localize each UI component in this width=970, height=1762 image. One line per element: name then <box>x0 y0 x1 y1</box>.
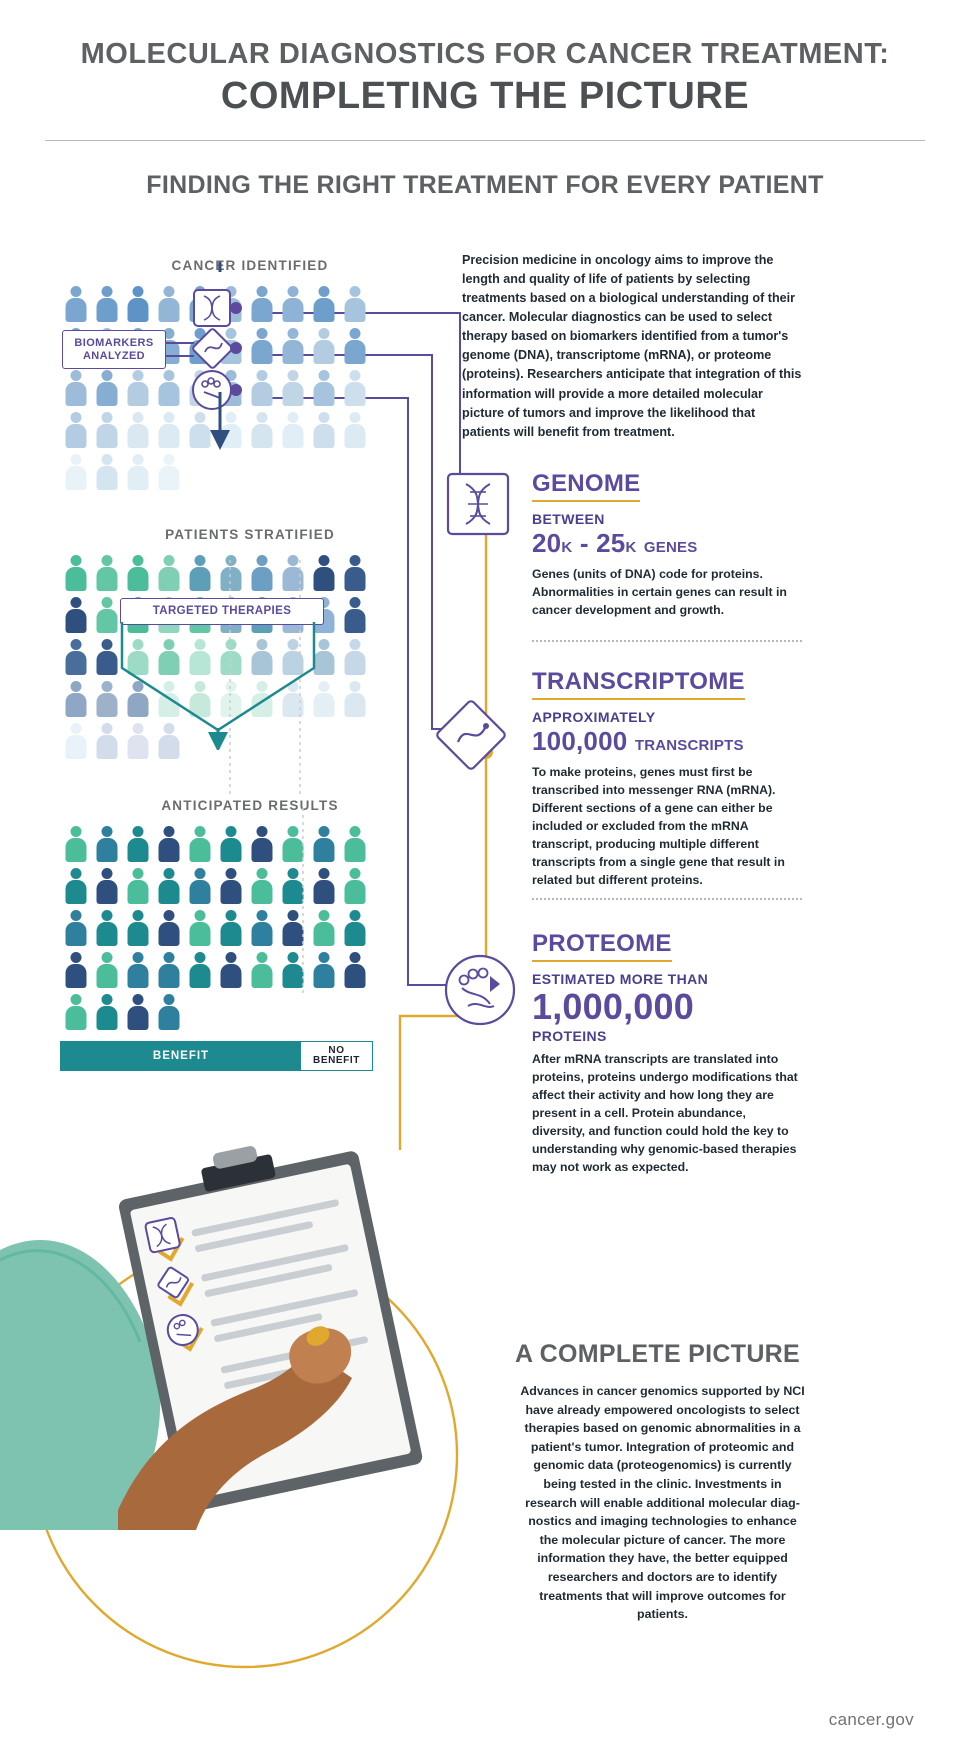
person-figure <box>309 283 338 325</box>
omic-proteome <box>532 930 802 1176</box>
no-benefit-segment <box>301 1042 372 1070</box>
proteome-suffix: PROTEINS <box>532 1027 607 1044</box>
proteome-body: After mRNA transcripts are translated into proteins, proteins undergo modifications that affect their activity and how long they are present in a cell. Protein abundance, diversity, and function could hold the key to understanding why genomic-based therapies may not work as expected. <box>532 1051 798 1174</box>
proteome-icon-box <box>438 948 522 1032</box>
genome-value-suffix: GENES <box>643 539 698 556</box>
person-figure <box>61 283 90 325</box>
benefit-segment: BENEFIT <box>61 1042 301 1070</box>
transcriptome-icon-box <box>430 694 512 776</box>
genome-value-low: 20 <box>532 528 562 558</box>
person-figure <box>123 451 152 493</box>
genome-body: Genes (units of DNA) code for proteins. Abnormalities in certain genes can result in cancer development and growth. <box>532 567 787 617</box>
transcriptome-number: 100,000 <box>532 726 628 756</box>
no-benefit-line2: BENEFIT <box>313 1055 360 1066</box>
label-anticipated-results: ANTICIPATED RESULTS <box>161 798 339 813</box>
complete-picture-title: A COMPLETE PICTURE <box>514 1340 801 1368</box>
cancer-gov-logo[interactable]: cancer.gov <box>828 1710 914 1729</box>
results-divider <box>60 808 400 1028</box>
transcriptome-title: TRANSCRIPTOME <box>532 668 745 700</box>
transcriptome-value <box>532 726 802 757</box>
person-figure <box>61 451 90 493</box>
transcriptome-sub: APPROXIMATELY <box>532 709 656 725</box>
person-figure <box>278 283 307 325</box>
person-figure <box>340 283 369 325</box>
person-figure <box>61 367 90 409</box>
benefit-bar <box>60 1041 373 1071</box>
separator-genome-transcriptome <box>532 640 802 642</box>
badge-targeted-therapies: TARGETED THERAPIES <box>120 598 324 625</box>
person-figure <box>309 409 338 451</box>
genome-value: 20K - 25K GENES <box>532 528 698 558</box>
genome-unit-low: K <box>561 539 573 556</box>
separator-transcriptome-proteome <box>532 898 802 900</box>
person-figure <box>92 409 121 451</box>
person-figure <box>154 451 183 493</box>
person-figure <box>340 367 369 409</box>
genome-icon-box <box>444 470 516 542</box>
page-title-line2: COMPLETING THE PICTURE <box>220 75 750 117</box>
page-title-line1: MOLECULAR DIAGNOSTICS FOR CANCER TREATMENT: <box>80 38 890 70</box>
omic-genome <box>532 470 802 620</box>
targeted-therapy-funnel <box>118 620 330 750</box>
transcriptome-suffix: TRANSCRIPTS <box>634 737 744 754</box>
person-figure <box>61 409 90 451</box>
genome-unit-high: K <box>625 539 637 556</box>
cancer-identified-arrow <box>200 262 240 452</box>
badge-biomarkers-line1: BIOMARKERS <box>74 337 154 349</box>
mini-dna-icon <box>145 1217 181 1253</box>
person-figure <box>309 367 338 409</box>
person-figure <box>278 367 307 409</box>
page-subtitle: FINDING THE RIGHT TREATMENT FOR EVERY PATIENT <box>146 171 824 199</box>
intro-paragraph: Precision medicine in oncology aims to improve the length and quality of life of patients by selecting treatments based on a biological understanding of their cancer. Molecular diagnostics can be used to select therapy based on biomarkers identified from a tumor's genome (DNA), transcriptome (mRNA), or proteome (proteins). Researchers anticipate that integration of this information will provide a more detailed molecular picture of tumors and improve the likelihood that patients will benefit from treatment. <box>462 252 802 439</box>
person-figure <box>92 367 121 409</box>
genome-title: GENOME <box>532 470 640 502</box>
proteome-sub: ESTIMATED MORE THAN <box>532 971 709 987</box>
label-patients-stratified: PATIENTS STRATIFIED <box>165 527 335 542</box>
person-figure <box>278 409 307 451</box>
doctor-clipboard-illustration <box>0 1110 480 1530</box>
complete-picture-body: Advances in cancer genomics supported by NCI have already empowered oncologists to select therapies based on genomic abnormalities in a patient's tumor. Integration of proteomic and genomic data (proteogenomics) is currently being tested in the clinic. Investments in research will enable additional molecular diag-nostics and imaging technologies to enhance the molecular picture of cancer. The more information they have, the better equipped researchers and doctors are to identify treatments that will improve outcomes for patients. <box>520 1384 805 1622</box>
person-figure <box>340 325 369 367</box>
proteome-number: 1,000,000 <box>532 986 694 1027</box>
genome-value-high: 25 <box>596 528 626 558</box>
label-cancer-identified: CANCER IDENTIFIED <box>171 258 329 273</box>
person-figure <box>92 283 121 325</box>
badge-biomarkers-line2: ANALYZED <box>82 349 146 362</box>
person-figure <box>123 367 152 409</box>
badge-biomarkers-analyzed <box>62 330 166 369</box>
person-figure <box>309 325 338 367</box>
transcriptome-body: To make proteins, genes must first be transcribed into messenger RNA (mRNA). Different sections of a gene can either be included or excluded from the mRNA transcript, producing multiple different transcripts from a single gene that result in related but different proteins. <box>532 765 785 887</box>
omic-transcriptome <box>532 668 802 890</box>
proteome-title: PROTEOME <box>532 930 672 962</box>
genome-sub: BETWEEN <box>532 511 605 527</box>
person-figure <box>340 409 369 451</box>
no-benefit-line1: NO <box>328 1044 345 1056</box>
person-figure <box>123 409 152 451</box>
person-figure <box>123 283 152 325</box>
person-figure <box>278 325 307 367</box>
person-figure <box>92 451 121 493</box>
intro-block <box>462 238 802 455</box>
